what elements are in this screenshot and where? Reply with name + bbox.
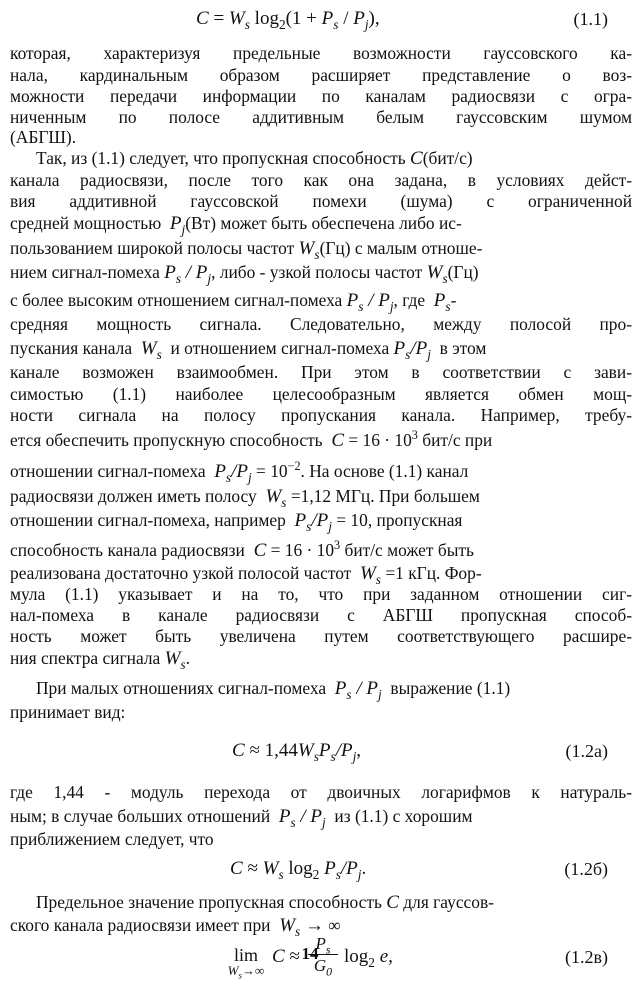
text-line: ным; в случае больших отношений $P_s / P_j$ из (1.1) с хорошим [10, 806, 473, 830]
text-line: принимает вид: [10, 702, 126, 722]
text-line: отношении сигнал-помеха $P_s/P_j = 10^{-2}$. На основе (1.1) канал [10, 459, 469, 485]
text-line: нала, кардинальным образом расширяет представление о воз- [10, 65, 632, 85]
text-line: можности передачи информации по каналам радиосвязи с огра- [10, 86, 632, 106]
lim-sub-var: W [227, 963, 239, 978]
text-line: радиосвязи должен иметь полосу $W_s =1,12$ МГц. При большем [10, 486, 480, 510]
text-span: При малых отношениях сигнал-помеха [36, 678, 327, 698]
text-line: нал-помеха в канале радиосвязи с АБГШ пропускная способ- [10, 605, 632, 625]
fraction: $\frac{P_s}{G_0}$ [308, 934, 338, 977]
lim-text: lim [233, 945, 258, 965]
text-line: которая, характеризуя предельные возможности гауссовского ка- [10, 43, 632, 63]
formula-label: (1.2в) [565, 947, 608, 967]
text-line: Так, из (1.1) следует, что пропускная способность C(бит/с) [36, 148, 473, 169]
text-line: мула (1.1) указывает и на то, что при заданном отношении сиг- [10, 584, 632, 604]
text-span: из (1.1) с хорошим [334, 806, 473, 826]
text-span: МГц. При большем [335, 486, 480, 506]
formula-label: (1.2a) [565, 741, 608, 761]
text-line: нием сигнал-помеха $P_s / P_j$, либо - узкой полосы частот $W_s(Гц)$ [10, 262, 479, 286]
lim-arrow: →∞ [242, 963, 265, 978]
text-line: Предельное значение пропускная способность C для гауссов- [36, 892, 494, 913]
text-span: нием сигнал-помеха [10, 262, 160, 282]
text-span: (Вт) может быть обеспечена либо ис- [185, 213, 462, 233]
text-span: и отношением сигнал-помеха [170, 338, 390, 358]
text-span: бит/с при [422, 430, 493, 450]
text-span: выражение (1.1) [390, 678, 511, 698]
formula-label: (1.2б) [564, 859, 608, 879]
page-number: 14 [301, 944, 319, 963]
text-span: реализована достаточно узкой полосой частот [10, 563, 352, 583]
text-line: вия аддитивной гауссовской помехи (шума) с ограниченной [10, 191, 632, 211]
text-line: средняя мощность сигнала. Следовательно, между полосой про- [10, 314, 632, 334]
text-span: (Гц) с малым отноше- [319, 238, 483, 258]
text-span: способность канала радиосвязи [10, 540, 245, 560]
text-span: отношении сигнал-помеха [10, 461, 206, 481]
text-line: отношении сигнал-помеха, например $P_s/P_j = 10$, пропускная [10, 510, 463, 534]
text-span: отношении сигнал-помеха, например [10, 510, 286, 530]
text-span: (бит/с) [422, 148, 473, 168]
text-line: ния спектра сигнала $W_s$. [10, 648, 190, 672]
text-span: ского канала радиосвязи имеет при [10, 915, 271, 935]
text-line: где 1,44 - модуль перехода от двоичных логарифмов к натураль- [10, 782, 632, 802]
text-span: радиосвязи должен иметь полосу [10, 486, 257, 506]
text-span: ния спектра сигнала [10, 648, 161, 668]
text-span: (Гц) [447, 262, 479, 282]
text-line: симостью (1.1) наиболее целесообразным является обмен мощ- [10, 384, 632, 404]
text-span: кГц. Фор- [408, 563, 482, 583]
text-span: . На основе (1.1) канал [300, 461, 469, 481]
formula-label: (1.1) [573, 9, 608, 29]
text-span: - [450, 290, 457, 310]
text-span: Предельное значение пропускная способность [36, 892, 382, 912]
text-line: ности сигнала на полосу пропускания канала. Например, требу- [10, 405, 632, 425]
text-line: ность может быть увеличена путем соответствующего расшире- [10, 626, 632, 646]
text-line: средней мощностью $P_j(Вт)$ может быть обеспечена либо ис- [10, 213, 462, 237]
text-line: с более высоким отношением сигнал-помеха $P_s / P_j$, где $P_s-$ [10, 290, 457, 314]
text-span: , где [393, 290, 426, 310]
text-line: ется обеспечить пропускную способность $C = 16 \cdot 10^3$ бит/с при [10, 428, 493, 451]
text-span: средней мощностью [10, 213, 162, 233]
text-line: (АБГШ). [10, 127, 77, 147]
text-span: с более высоким отношением сигнал-помеха [10, 290, 343, 310]
text-span: ным; в случае больших отношений [10, 806, 271, 826]
text-span: , либо - узкой полосы частот [211, 262, 423, 282]
text-line: ниченным по полосе аддитивным белым гауссовским шумом [10, 107, 632, 127]
text-span: Так, из (1.1) следует, что пропускная способность [36, 148, 406, 168]
log-base: 2 [368, 954, 375, 970]
text-span: пускания канала [10, 338, 133, 358]
text-line: пускания канала $W_s$ и отношением сигнал-помеха $P_s/P_j$ в этом [10, 338, 487, 362]
text-span: , пропускная [367, 510, 463, 530]
text-line: ского канала радиосвязи имеет при $W_s$ → ∞ [10, 915, 341, 939]
formula-1-2v: lim $W_s\to\infty$ C ≈ $\frac{P_s}{G_0}$ $\log_2 e$, (1.2в) [10, 946, 632, 990]
text-span: пользованием широкой полосы частот [10, 238, 295, 258]
text-line: При малых отношениях сигнал-помеха $P_s / P_j$ выражение (1.1) [36, 678, 511, 702]
text-line: пользованием широкой полосы частот $W_s(Гц)$ с малым отноше- [10, 238, 483, 262]
log-arg: e, [379, 946, 393, 967]
text-span: в этом [439, 338, 487, 358]
lim-sub-index: s [238, 970, 243, 981]
text-line: реализована достаточно узкой полосой частот $W_s =1$ кГц. Фор- [10, 563, 482, 587]
text-span: бит/с может быть [344, 540, 474, 560]
text-line: канале возможен взаимообмен. При этом в соответствии с зави- [10, 362, 632, 382]
text-span: для гауссов- [403, 892, 494, 912]
text-line: способность канала радиосвязи $C = 16 \cdot 10^3$ бит/с может быть [10, 538, 474, 561]
log-text: log [344, 946, 369, 967]
text-line: канала радиосвязи, после того как она задана, в условиях дейст- [10, 170, 632, 190]
text-span: ется обеспечить пропускную способность [10, 430, 323, 450]
text-line: приближением следует, что [10, 829, 214, 849]
